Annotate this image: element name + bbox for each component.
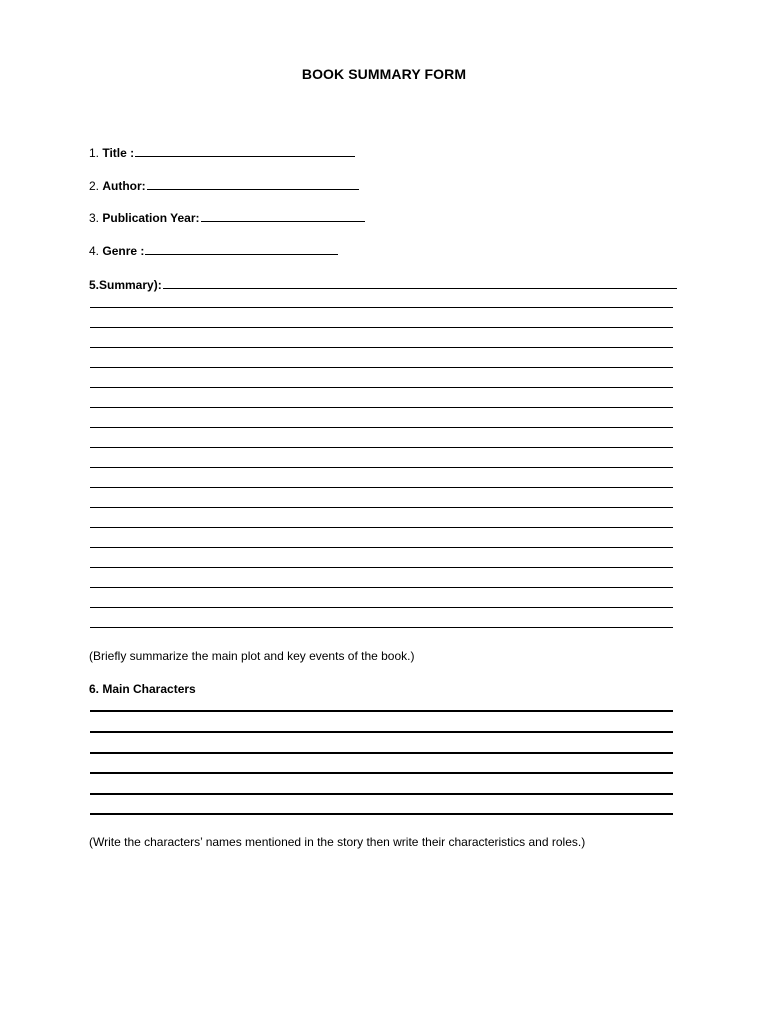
summary-line[interactable] xyxy=(90,627,673,628)
page-title: BOOK SUMMARY FORM xyxy=(301,66,467,82)
publication-year-input-line[interactable] xyxy=(201,209,365,222)
characters-instructions: (Write the characters’ names mentioned in the story then write their characteristics and roles.) xyxy=(89,835,586,849)
summary-instructions: (Briefly summarize the main plot and key events of the book.) xyxy=(89,649,415,663)
summary-field[interactable] xyxy=(89,276,677,293)
title-input-line[interactable] xyxy=(135,144,355,157)
title-field[interactable] xyxy=(89,144,355,161)
summary-line[interactable] xyxy=(90,327,673,328)
field-number: 3. xyxy=(89,211,100,225)
field-label: Publication Year: xyxy=(102,211,200,225)
main-characters-heading: 6. Main Characters xyxy=(89,682,196,696)
character-line[interactable] xyxy=(90,793,673,795)
character-line[interactable] xyxy=(90,752,673,754)
genre-field[interactable] xyxy=(89,242,338,259)
field-number: 1. xyxy=(89,146,100,160)
summary-line[interactable] xyxy=(90,367,673,368)
character-line[interactable] xyxy=(90,813,673,815)
summary-line[interactable] xyxy=(90,607,673,608)
field-number: 4. xyxy=(89,244,100,258)
summary-line[interactable] xyxy=(90,467,673,468)
summary-line[interactable] xyxy=(90,407,673,408)
summary-line[interactable] xyxy=(90,487,673,488)
summary-line[interactable] xyxy=(90,347,673,348)
field-label: Author: xyxy=(102,179,146,193)
author-input-line[interactable] xyxy=(147,177,359,190)
summary-first-line[interactable] xyxy=(163,276,677,289)
character-line[interactable] xyxy=(90,772,673,774)
summary-line[interactable] xyxy=(90,387,673,388)
summary-line[interactable] xyxy=(90,447,673,448)
field-label: Genre : xyxy=(102,244,145,258)
genre-input-line[interactable] xyxy=(145,242,338,255)
summary-line[interactable] xyxy=(90,567,673,568)
field-number: 2. xyxy=(89,179,100,193)
field-label: 5.Summary): xyxy=(89,278,162,292)
summary-line[interactable] xyxy=(90,547,673,548)
publication-year-field[interactable] xyxy=(89,209,365,226)
character-line[interactable] xyxy=(90,731,673,733)
summary-line[interactable] xyxy=(90,507,673,508)
summary-line[interactable] xyxy=(90,587,673,588)
summary-line[interactable] xyxy=(90,307,673,308)
field-label: Title : xyxy=(102,146,135,160)
character-line[interactable] xyxy=(90,710,673,712)
summary-line[interactable] xyxy=(90,427,673,428)
author-field[interactable] xyxy=(89,177,359,194)
summary-line[interactable] xyxy=(90,527,673,528)
